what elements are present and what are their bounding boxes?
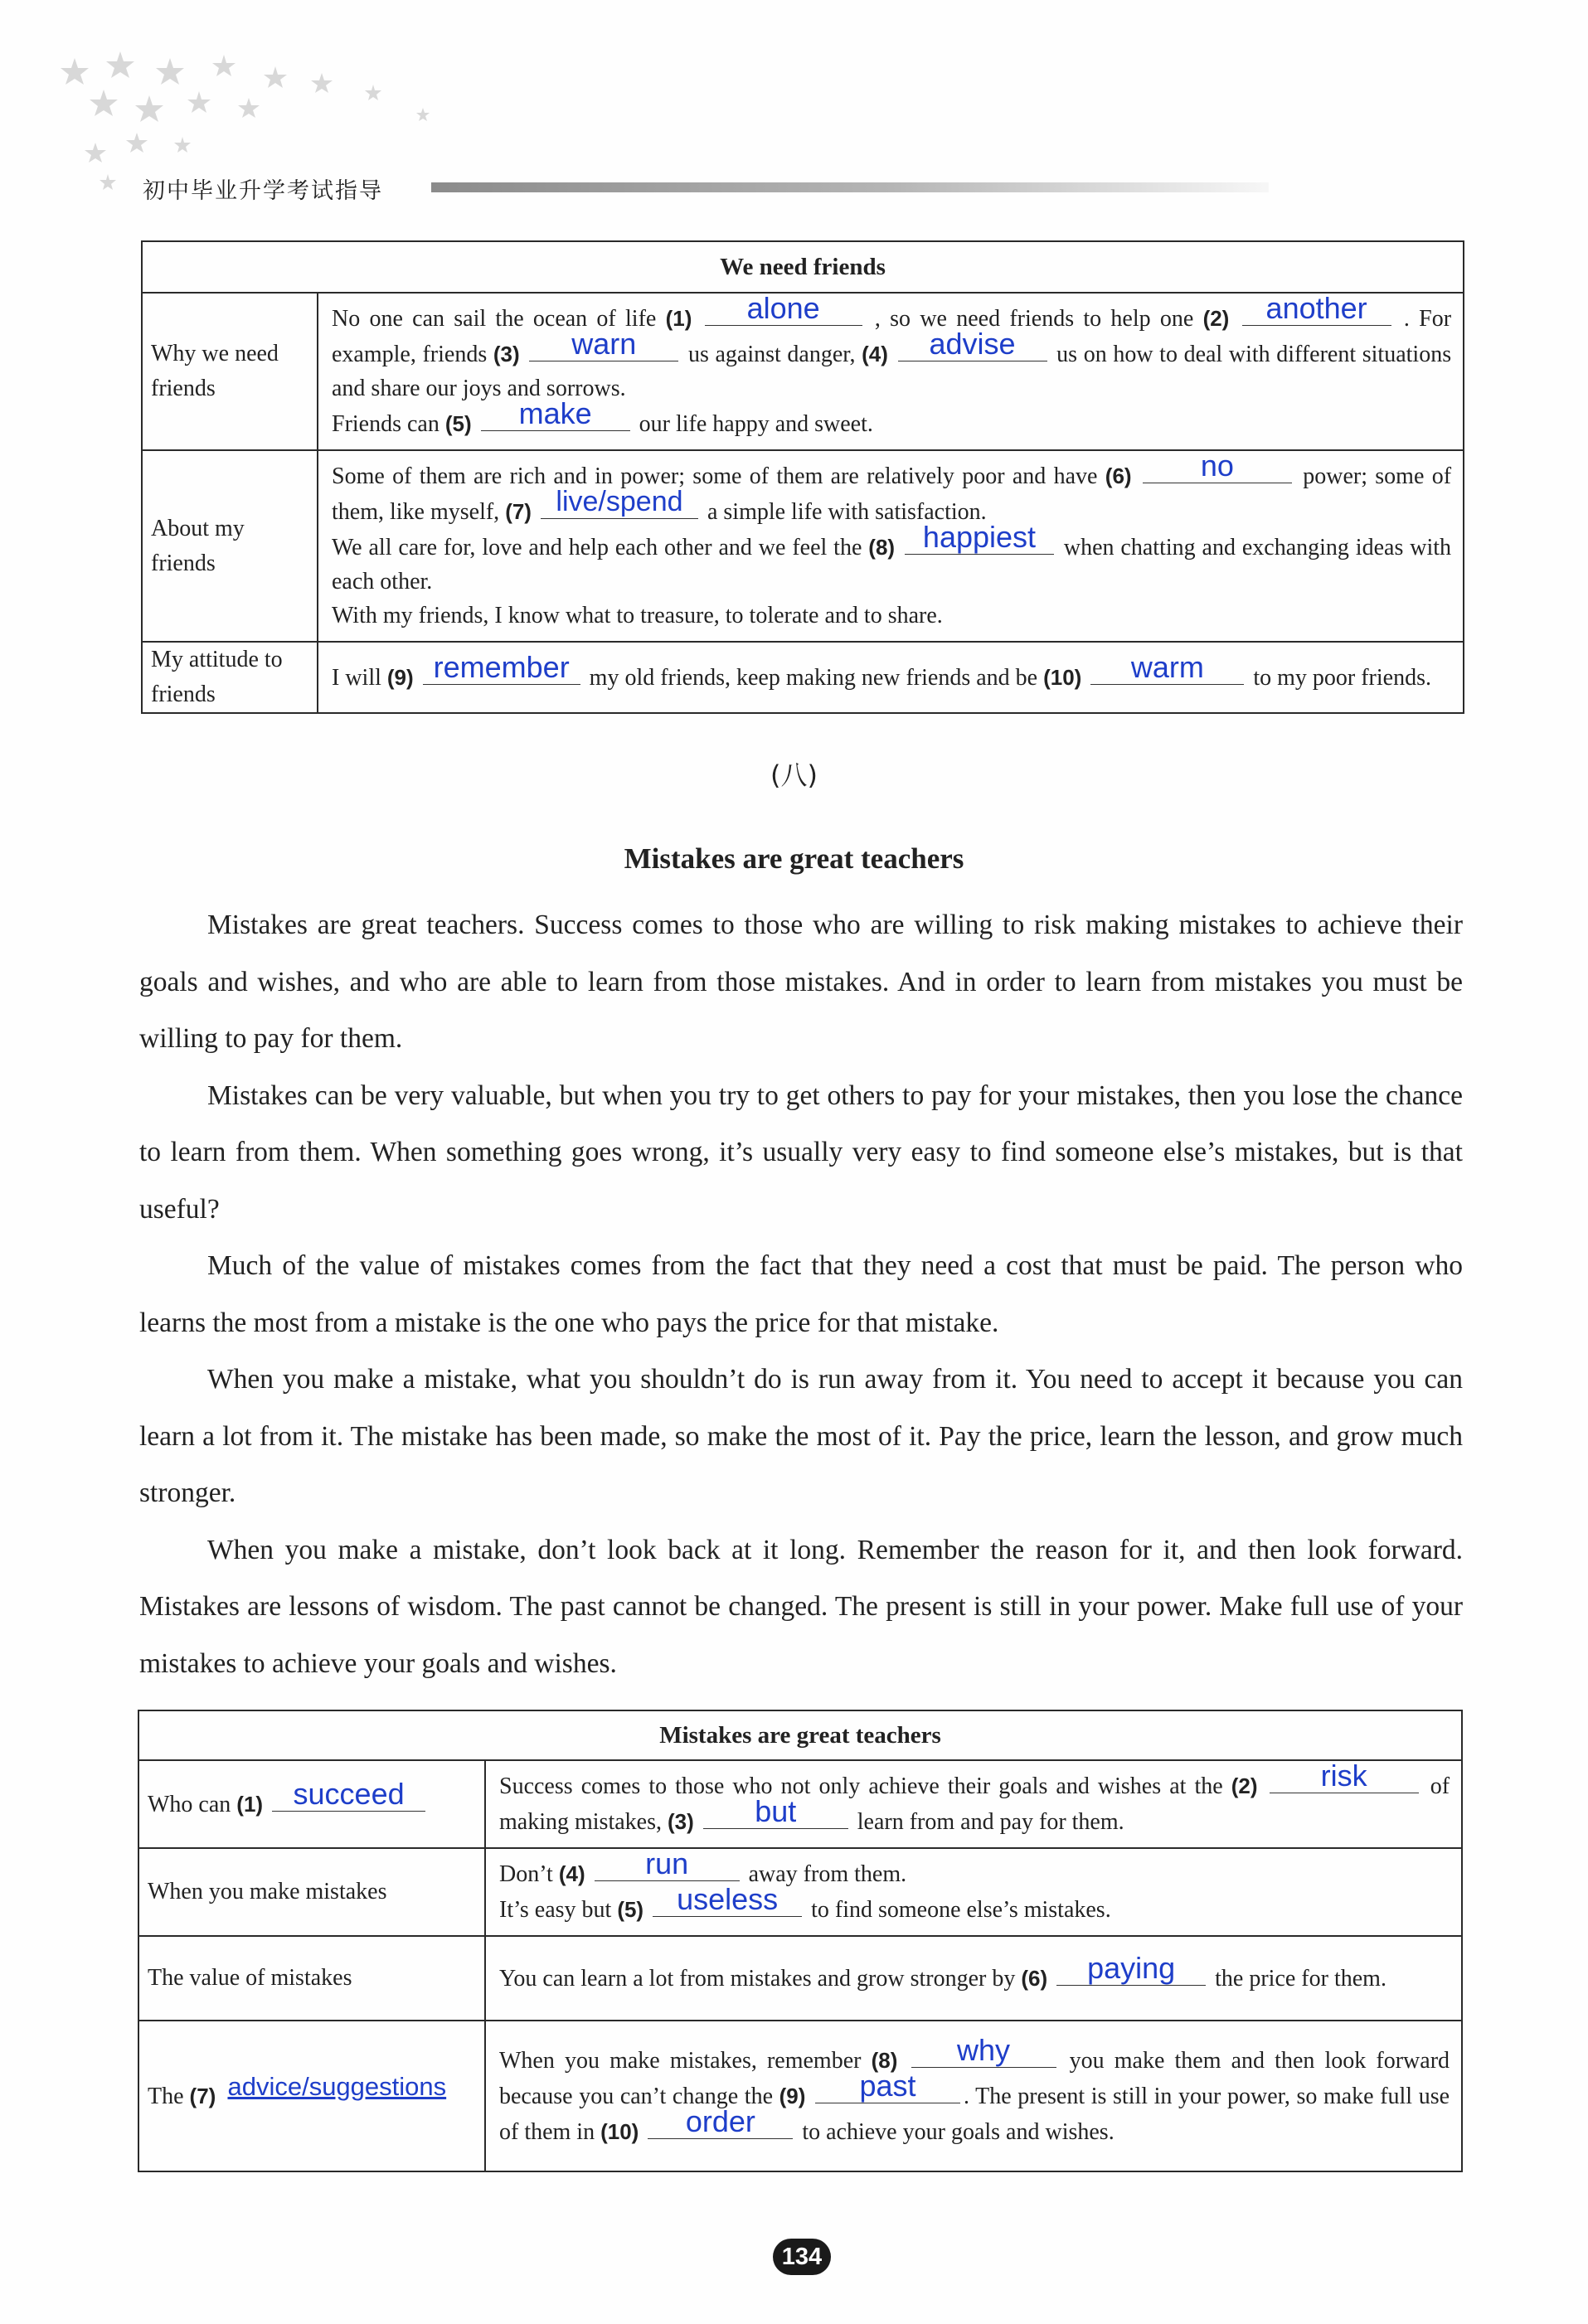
blank-number: (9) — [386, 664, 414, 690]
blank-number: (8) — [871, 2047, 898, 2073]
text-segment: when chatting and exchanging ideas with each other. — [332, 535, 1452, 594]
row-label: About my friends — [142, 450, 318, 642]
text-segment: a simple life with satisfaction. — [707, 499, 987, 525]
label-text: The — [148, 2083, 184, 2109]
text-segment: the price for them. — [1215, 1965, 1386, 1992]
blank-number: (7) — [189, 2083, 216, 2108]
text-segment: You can learn a lot from mistakes and grow stronger by — [499, 1965, 1016, 1992]
text-segment: . For example, friends — [332, 306, 1452, 367]
row-content — [485, 1760, 1462, 1848]
text-segment: When you make mistakes, remember — [499, 2047, 862, 2074]
blank-number: (10) — [1043, 664, 1082, 690]
table-title: Mistakes are great teachers — [138, 1710, 1462, 1760]
answer-blank[interactable] — [911, 2032, 1056, 2068]
blank-number: (6) — [1105, 463, 1132, 488]
table-title: We need friends — [142, 241, 1464, 293]
answer-blank[interactable] — [1143, 449, 1292, 483]
answer-blank[interactable] — [905, 520, 1054, 555]
answer-blank[interactable] — [653, 1882, 802, 1917]
row-content — [485, 1848, 1462, 1936]
header-divider-bar — [431, 182, 1269, 192]
section-number: (八) — [770, 759, 818, 791]
row-label: Why we need friends — [142, 293, 318, 450]
text-segment: We all care for, love and help each other and we feel the — [332, 535, 862, 560]
blank-number: (3) — [493, 342, 520, 366]
answer-blank[interactable] — [481, 396, 630, 431]
row-label: When you make mistakes — [138, 1848, 485, 1936]
handwritten-answer: make — [518, 396, 592, 430]
row-label — [138, 2021, 485, 2171]
answer-blank[interactable] — [1270, 1759, 1419, 1793]
handwritten-answer: past — [859, 2068, 916, 2103]
page-number: 134 — [773, 2239, 831, 2275]
row-label: The value of mistakes — [138, 1936, 485, 2021]
table-row — [142, 450, 1464, 642]
handwritten-answer: paying — [1087, 1950, 1176, 1985]
text-segment: With my friends, I know what to treasure, to tolerate and to share. — [332, 603, 943, 628]
handwritten-answer: live/spend — [556, 486, 683, 517]
blank-number: (10) — [600, 2118, 639, 2144]
text-segment: of making mistakes, — [499, 1773, 1450, 1835]
paragraph: When you make a mistake, what you shouldn’t do is run away from it. You need to accept it because you can learn a lot from it. The mistake has been made, so make the most of it. Pay the price, learn the lesson, and grow much stronger. — [139, 1364, 1463, 1508]
handwritten-answer: run — [645, 1846, 689, 1880]
paragraph: Mistakes are great teachers. Success comes to those who are willing to risk making mistakes to achieve their goals and wishes, and who are able to learn from those mistakes. And in order to learn from mistakes you must be willing to pay for them. — [139, 910, 1463, 1054]
answer-blank[interactable] — [1242, 291, 1391, 326]
handwritten-answer: warn — [571, 327, 637, 361]
friends-table — [141, 240, 1464, 714]
handwritten-answer: alone — [746, 291, 820, 325]
text-segment: to my poor friends. — [1253, 664, 1431, 691]
handwritten-answer: another — [1265, 291, 1367, 325]
text-segment: to find someone else’s mistakes. — [811, 1897, 1111, 1923]
text-segment: learn from and pay for them. — [857, 1809, 1124, 1835]
table-header-row — [142, 241, 1464, 293]
table-row — [138, 1936, 1462, 2021]
handwritten-answer: happiest — [922, 520, 1037, 554]
text-segment: Success comes to those who not only achieve their goals and wishes at the — [499, 1773, 1223, 1799]
blank-number: (2) — [1231, 1773, 1258, 1798]
blank-number: (6) — [1021, 1965, 1048, 1991]
row-content — [318, 293, 1464, 450]
blank-number: (1) — [236, 1792, 264, 1817]
mistakes-table — [138, 1710, 1463, 2172]
paragraph: Much of the value of mistakes comes from the fact that they need a cost that must be paid. The person who learns the most from a mistake is the one who pays the price for that mistake. — [139, 1250, 1463, 1338]
blank-number: (5) — [444, 411, 472, 436]
row-label: My attitude to friends — [142, 642, 318, 713]
handwritten-answer: order — [685, 2103, 755, 2138]
table-row — [138, 1760, 1462, 1848]
handwritten-answer: but — [755, 1794, 797, 1828]
answer-blank[interactable] — [1056, 1950, 1206, 1986]
text-segment: Some of them are rich and in power; some of them are relatively poor and have — [332, 463, 1098, 489]
handwritten-answer: advice/suggestions — [227, 2071, 447, 2101]
text-segment: No one can sail the ocean of life — [332, 306, 657, 332]
text-segment: , so we need friends to help one — [874, 306, 1194, 332]
reading-passage — [139, 897, 1463, 1692]
row-content — [485, 2021, 1462, 2171]
handwritten-answer: remember — [433, 649, 570, 684]
text-segment: power; some of them, like myself, — [332, 463, 1452, 525]
blank-number: (1) — [665, 306, 692, 331]
text-segment: us against danger, — [687, 342, 856, 367]
answer-blank[interactable] — [272, 1777, 425, 1812]
text-segment: Friends can — [332, 411, 439, 437]
handwritten-answer: succeed — [293, 1777, 405, 1811]
blank-number: (5) — [617, 1897, 644, 1922]
answer-blank[interactable] — [423, 649, 580, 685]
text-segment: away from them. — [748, 1861, 907, 1887]
answer-blank[interactable] — [595, 1846, 740, 1881]
passage-title: Mistakes are great teachers — [624, 842, 964, 875]
answer-blank[interactable] — [898, 327, 1047, 361]
answer-blank[interactable] — [541, 486, 698, 519]
handwritten-answer: useless — [677, 1882, 779, 1916]
text-segment: Don’t — [499, 1861, 553, 1887]
row-content — [318, 450, 1464, 642]
answer-blank[interactable] — [705, 291, 862, 326]
answer-blank[interactable] — [648, 2103, 793, 2139]
handwritten-answer: why — [956, 2032, 1011, 2067]
blank-number: (3) — [667, 1809, 694, 1834]
answer-blank[interactable] — [815, 2068, 960, 2103]
handwritten-answer: warm — [1130, 649, 1204, 684]
handwritten-answer: no — [1200, 449, 1234, 483]
blank-number: (9) — [779, 2083, 806, 2108]
table-row — [142, 642, 1464, 713]
text-segment: you make them and then look forward because you can’t change the — [499, 2047, 1450, 2109]
text-segment: to achieve your goals and wishes. — [802, 2118, 1115, 2145]
handwritten-answer: advise — [929, 327, 1016, 361]
text-segment: us on how to deal with different situations and share our joys and sorrows. — [332, 342, 1452, 401]
handwritten-answer: risk — [1320, 1759, 1367, 1793]
blank-number: (4) — [862, 342, 888, 366]
table-row — [138, 2021, 1462, 2171]
paragraph: When you make a mistake, don’t look back at it long. Remember the reason for it, and then look forward. Mistakes are lessons of wisdom. The past cannot be changed. The present is still in your power. Make full use of your mistakes to achieve your goals and wishes. — [139, 1534, 1463, 1679]
text-segment: I will — [332, 664, 381, 691]
row-label — [138, 1760, 485, 1848]
header-title: 初中毕业升学考试指导 — [143, 178, 383, 204]
blank-number: (7) — [505, 499, 532, 524]
answer-blank[interactable] — [703, 1794, 848, 1829]
answer-blank[interactable] — [529, 327, 678, 361]
row-content — [485, 1936, 1462, 2021]
blank-number: (8) — [868, 535, 896, 560]
text-segment: our life happy and sweet. — [639, 411, 873, 437]
answer-blank[interactable] — [1090, 649, 1244, 685]
text-segment: It’s easy but — [499, 1897, 612, 1923]
answer-blank[interactable] — [225, 2071, 449, 2103]
text-segment: . The present is still in your power, so make full use of them in — [499, 2083, 1450, 2145]
blank-number: (2) — [1202, 306, 1230, 331]
text-segment: my old friends, keep making new friends and be — [589, 664, 1038, 691]
table-row — [138, 1848, 1462, 1936]
table-header-row — [138, 1710, 1462, 1760]
blank-number: (4) — [558, 1861, 585, 1886]
table-row — [142, 293, 1464, 450]
row-content — [318, 642, 1464, 713]
paragraph: Mistakes can be very valuable, but when you try to get others to pay for your mistakes, then you lose the chance to learn from them. When something goes wrong, it’s usually very easy to find someone else’s mistakes, but is that useful? — [139, 1080, 1463, 1225]
label-text: Who can — [148, 1792, 231, 1817]
